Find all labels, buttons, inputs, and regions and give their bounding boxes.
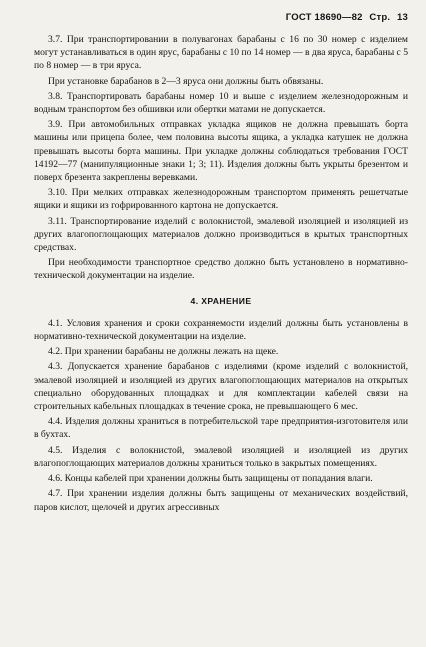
paragraph-3-7-note: При установке барабанов в 2—3 яруса они должны быть обвязаны. [48,75,324,87]
paragraph-4-1: 4.1. Условия хранения и сроки сохраняемости изделий должны быть установлены в нормативно-технической документации на изделие. [34,317,408,343]
paragraph-4-6: 4.6. Концы кабелей при хранении должны быть защищены от попадания влаги. [48,473,373,485]
section-title-storage: 4. ХРАНЕНИЕ [190,295,252,306]
page-label: Стр. [369,12,391,23]
page-header [282,12,408,23]
paragraph-3-9: 3.9. При автомобильных отправках укладка ящиков не должна превышать борта машины или прицепа более, чем половина высоты ящика, а укладка катушек не должна превышать высоты борта машины. При укладке должны соблюдаться требования ГОСТ 14192—77 (манипуляционные знаки 1; 3; 11). Изделия должны быть укрыты брезентом и поверх брезента закреплены веревками. [34,119,408,184]
paragraph-3-10: 3.10. При мелких отправках железнодорожным транспортом применять решетчатые ящики и ящики из гофрированного картона не допускается. [34,187,408,212]
paragraph-4-2: 4.2. При хранении барабаны не должны лежать на щеке. [48,346,279,358]
standard-number: ГОСТ 18690—82 [285,12,363,23]
document-body [34,33,408,516]
page-number: 13 [397,12,408,23]
paragraph-3-11: 3.11. Транспортирование изделий с волокнистой, эмалевой изоляцией и изоляцией из других влагопоглощающих материалов должно производиться в крытых транспортных средствах. [34,215,408,254]
paragraph-4-5: 4.5. Изделия с волокнистой, эмалевой изоляцией и изоляцией из других влагопоглощающих материалов должны храниться только в закрытых помещениях. [34,444,408,469]
paragraph-4-7: 4.7. При хранении изделия должны быть защищены от механических воздействий, паров кислот, щелочей и других агрессивных [34,488,408,513]
paragraph-3-8: 3.8. Транспортировать барабаны номер 10 и выше с изделием железнодорожным и водным транспортом без обшивки или обертки матами не допускается. [34,90,408,116]
paragraph-4-3: 4.3. Допускается хранение барабанов с изделиями (кроме изделий с волокнистой, эмалевой изоляцией и изоляцией из других влагопоглощающих материалов на открытых специально оборудованных площадках и для комплектации кабелей связи на строительных кабельных площадках в течение срока, не превышающего 6 мес. [34,361,408,413]
paragraph-4-4: 4.4. Изделия должны храниться в потребительской таре предприятия-изготовителя или в бухтах. [34,416,408,441]
paragraph-3-7: 3.7. При транспортировании в полувагонах барабаны с 16 по 30 номер с изделием могут устанавливаться в один ярус, барабаны с 10 по 14 номер — в два яруса, барабаны с 5 по 8 номер — в три яруса. [34,34,409,72]
paragraph-3-11-note: При необходимости транспортное средство должно быть установлено в нормативно-технической документации на изделие. [34,257,408,282]
